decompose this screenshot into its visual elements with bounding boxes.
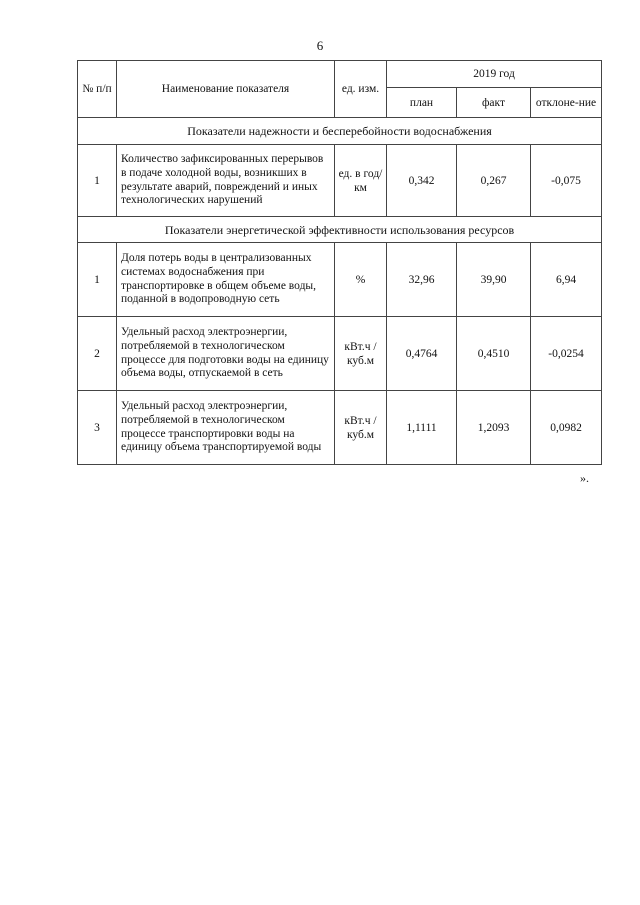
row-deviation: -0,0254: [531, 317, 602, 391]
section-row: [78, 217, 602, 243]
row-name: Удельный расход электроэнергии, потребляемой в технологическом процессе транспортировки воды на единицу объема транспортируемой воды: [117, 391, 335, 465]
table-row: [78, 243, 602, 317]
row-plan: 0,4764: [387, 317, 457, 391]
page-number: 6: [316, 38, 324, 53]
row-plan: 0,342: [387, 145, 457, 217]
header-deviation: отклоне-ние: [531, 88, 602, 118]
row-num: 2: [78, 317, 117, 391]
row-unit: %: [335, 243, 387, 317]
header-year: 2019 год: [387, 61, 602, 88]
header-name: Наименование показателя: [117, 61, 335, 118]
row-plan: 1,1111: [387, 391, 457, 465]
header-row-1: [78, 61, 602, 88]
header-num: № п/п: [78, 61, 117, 118]
row-plan: 32,96: [387, 243, 457, 317]
header-plan: план: [387, 88, 457, 118]
row-unit: кВт.ч / куб.м: [335, 391, 387, 465]
row-fact: 0,267: [457, 145, 531, 217]
row-fact: 0,4510: [457, 317, 531, 391]
row-name: Доля потерь воды в централизованных системах водоснабжения при транспортировке в общем объеме воды, поданной в водопроводную сеть: [117, 243, 335, 317]
closing-quote-mark: ».: [580, 471, 589, 485]
header-fact: факт: [457, 88, 531, 118]
indicators-table: [77, 60, 602, 465]
row-fact: 39,90: [457, 243, 531, 317]
section-row: [78, 118, 602, 145]
header-unit: ед. изм.: [335, 61, 387, 118]
table-row: [78, 317, 602, 391]
row-unit: ед. в год/ км: [335, 145, 387, 217]
row-deviation: -0,075: [531, 145, 602, 217]
row-name: Удельный расход электроэнергии, потребляемой в технологическом процессе для подготовки воды на единицу объема воды, отпускаемой в сеть: [117, 317, 335, 391]
row-num: 1: [78, 243, 117, 317]
row-unit: кВт.ч / куб.м: [335, 317, 387, 391]
row-num: 3: [78, 391, 117, 465]
row-deviation: 6,94: [531, 243, 602, 317]
row-deviation: 0,0982: [531, 391, 602, 465]
row-num: 1: [78, 145, 117, 217]
row-fact: 1,2093: [457, 391, 531, 465]
table-row: [78, 391, 602, 465]
table-row: [78, 145, 602, 217]
row-name: Количество зафиксированных перерывов в подаче холодной воды, возникших в результате аварий, повреждений и иных технологических нарушений: [117, 145, 335, 217]
section-title: Показатели надежности и бесперебойности водоснабжения: [78, 118, 602, 145]
section-title: Показатели энергетической эффективности использования ресурсов: [78, 217, 602, 243]
